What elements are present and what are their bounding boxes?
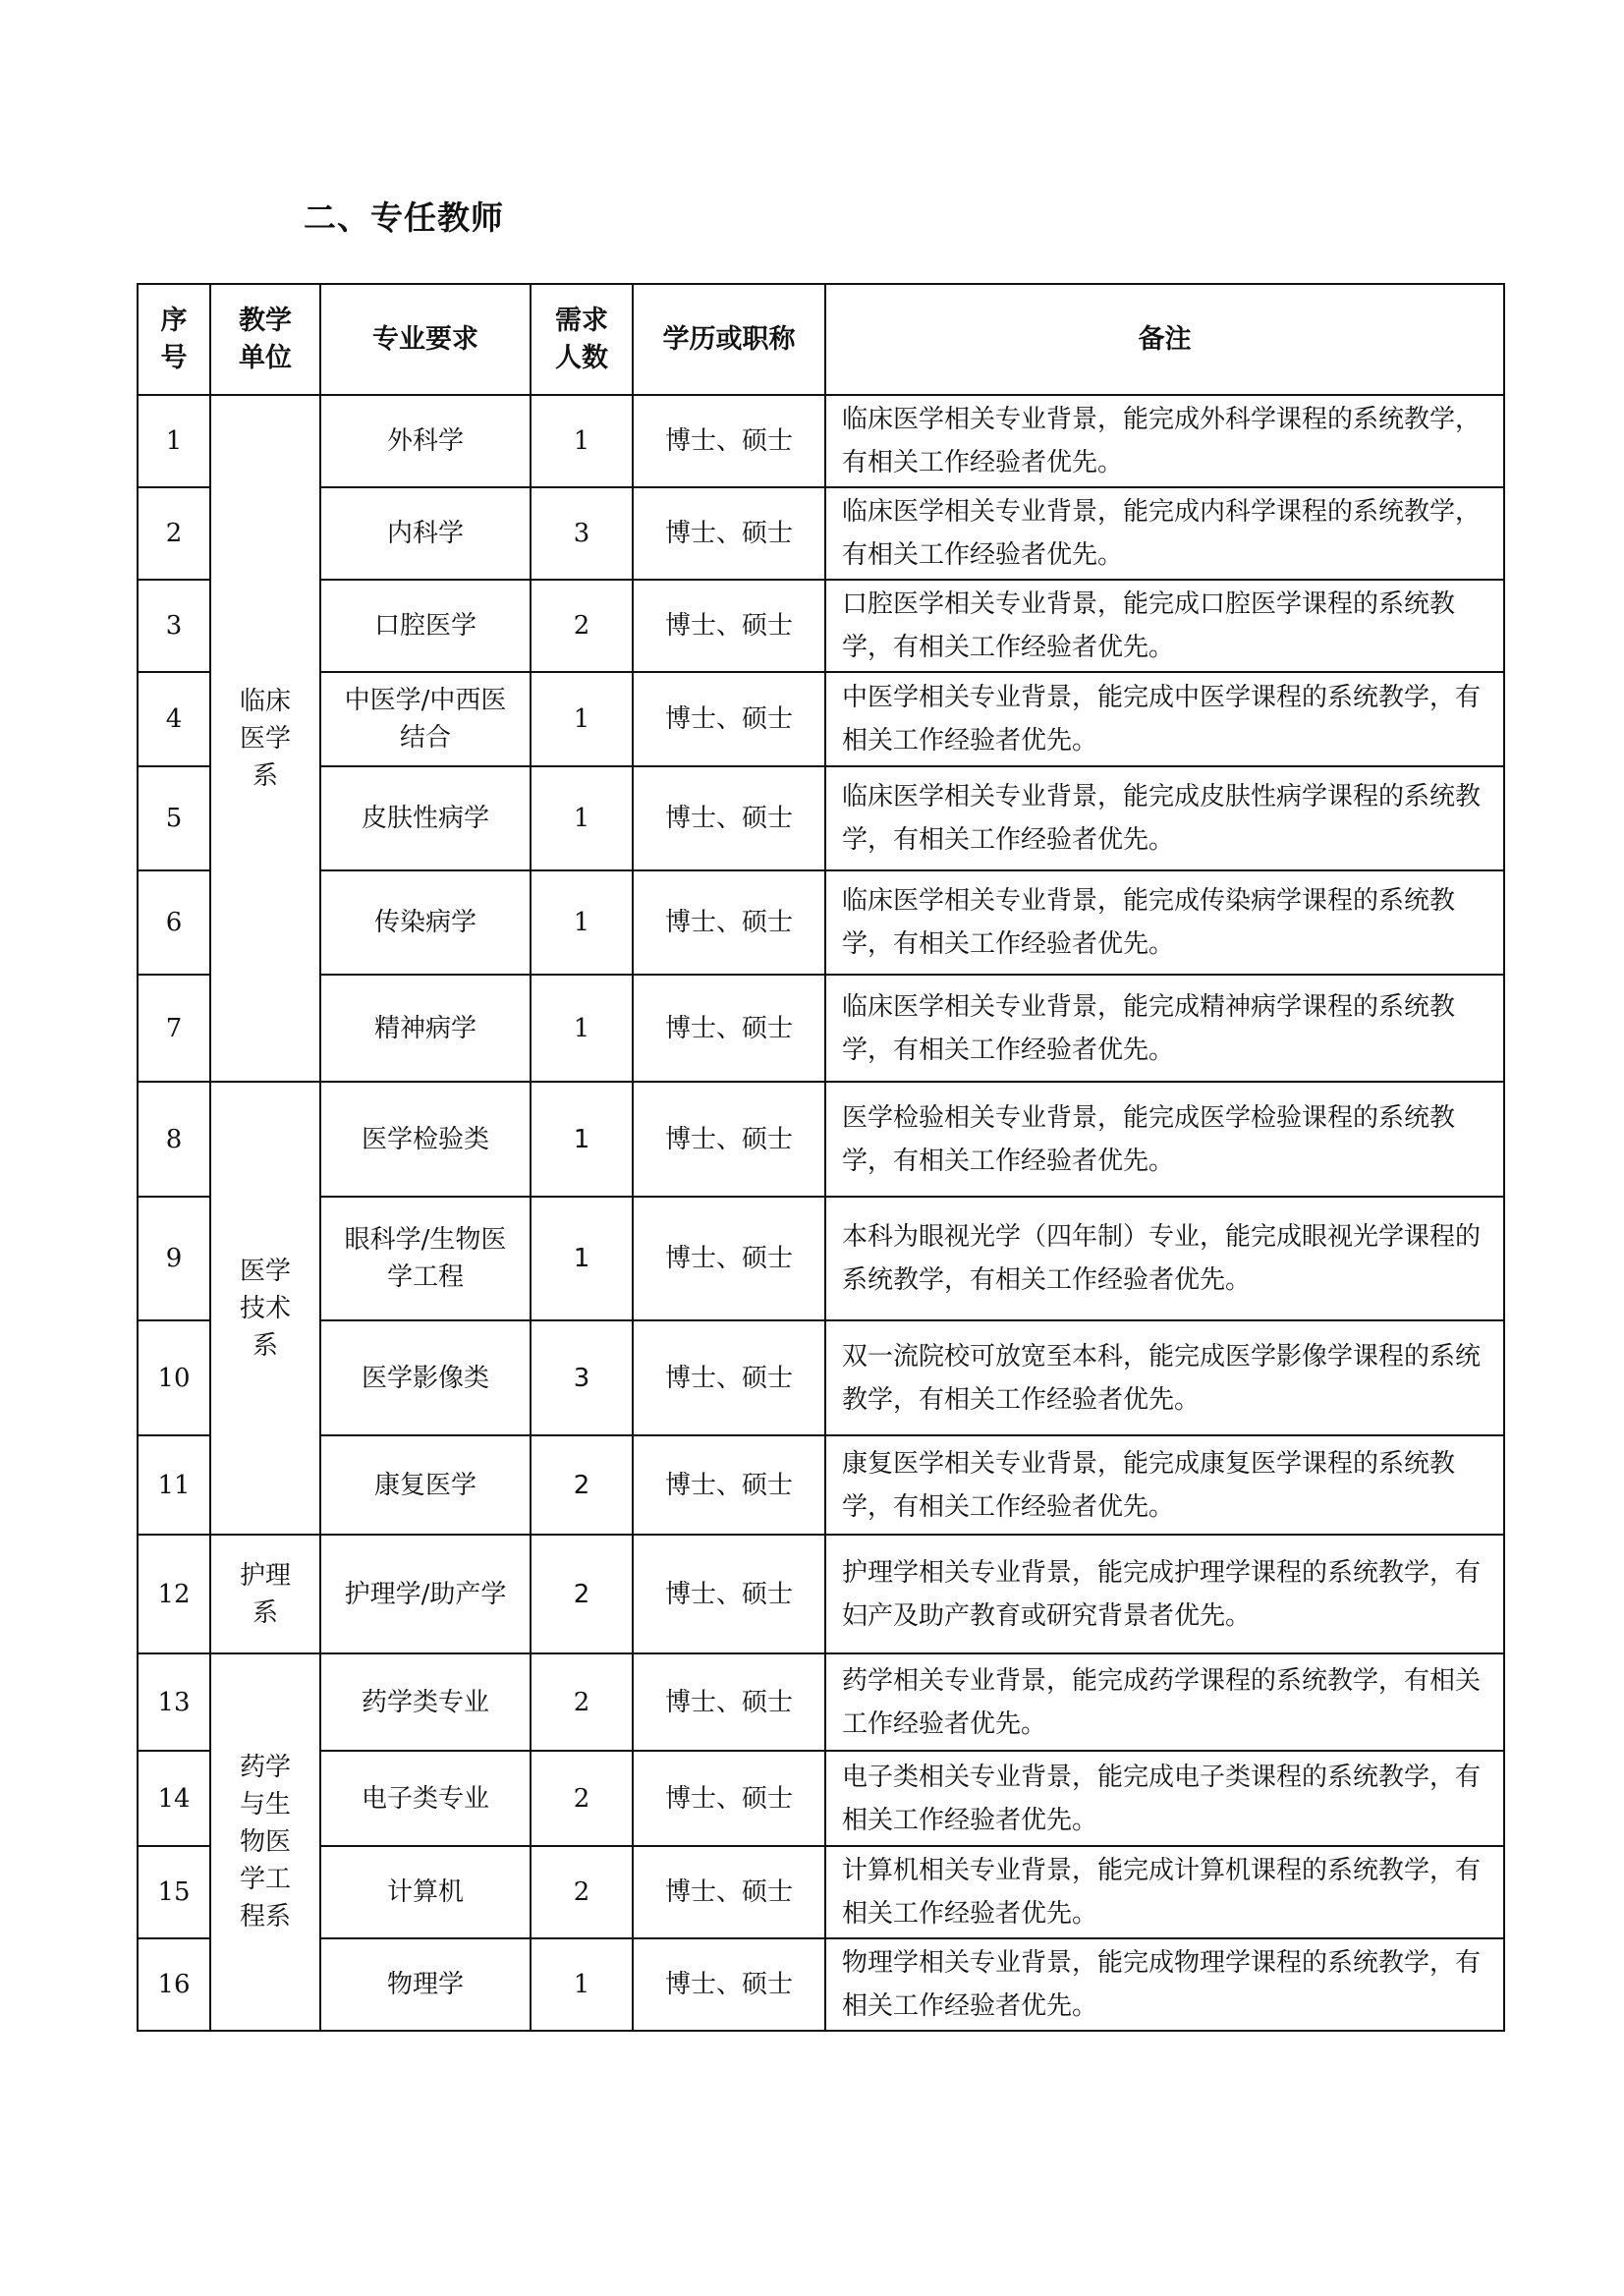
seq-cell: 15 bbox=[138, 1846, 210, 1938]
major-cell: 传染病学 bbox=[320, 870, 531, 975]
table-row bbox=[138, 975, 1504, 1082]
major-cell: 康复医学 bbox=[320, 1435, 531, 1535]
count-cell: 3 bbox=[531, 1320, 633, 1435]
degree-cell: 博士、硕士 bbox=[633, 766, 825, 870]
table-row bbox=[138, 766, 1504, 870]
table-header-row bbox=[138, 284, 1504, 395]
count-cell: 1 bbox=[531, 1197, 633, 1320]
degree-cell: 博士、硕士 bbox=[633, 1846, 825, 1938]
note-cell: 临床医学相关专业背景，能完成精神病学课程的系统教学，有相关工作经验者优先。 bbox=[825, 975, 1504, 1082]
note-cell: 临床医学相关专业背景，能完成内科学课程的系统教学，有相关工作经验者优先。 bbox=[825, 487, 1504, 580]
header-count: 需求 人数 bbox=[531, 284, 633, 395]
seq-cell: 8 bbox=[138, 1082, 210, 1197]
count-cell: 2 bbox=[531, 580, 633, 672]
count-cell: 2 bbox=[531, 1535, 633, 1653]
major-cell: 药学类专业 bbox=[320, 1653, 531, 1751]
degree-cell: 博士、硕士 bbox=[633, 1938, 825, 2031]
table-row bbox=[138, 580, 1504, 672]
count-cell: 1 bbox=[531, 395, 633, 487]
note-cell: 中医学相关专业背景，能完成中医学课程的系统教学，有相关工作经验者优先。 bbox=[825, 672, 1504, 766]
major-cell: 眼科学/生物医学工程 bbox=[320, 1197, 531, 1320]
count-cell: 1 bbox=[531, 870, 633, 975]
count-cell: 1 bbox=[531, 766, 633, 870]
major-cell: 皮肤性病学 bbox=[320, 766, 531, 870]
note-cell: 药学相关专业背景，能完成药学课程的系统教学，有相关工作经验者优先。 bbox=[825, 1653, 1504, 1751]
note-cell: 临床医学相关专业背景，能完成皮肤性病学课程的系统教学，有相关工作经验者优先。 bbox=[825, 766, 1504, 870]
note-cell: 双一流院校可放宽至本科，能完成医学影像学课程的系统教学，有相关工作经验者优先。 bbox=[825, 1320, 1504, 1435]
unit-cell-nursing: 护理 系 bbox=[210, 1535, 320, 1653]
degree-cell: 博士、硕士 bbox=[633, 672, 825, 766]
table-row bbox=[138, 395, 1504, 487]
degree-cell: 博士、硕士 bbox=[633, 1197, 825, 1320]
table-row bbox=[138, 1197, 1504, 1320]
seq-cell: 2 bbox=[138, 487, 210, 580]
degree-cell: 博士、硕士 bbox=[633, 1320, 825, 1435]
note-cell: 临床医学相关专业背景，能完成传染病学课程的系统教学，有相关工作经验者优先。 bbox=[825, 870, 1504, 975]
major-cell: 中医学/中西医结合 bbox=[320, 672, 531, 766]
major-cell: 精神病学 bbox=[320, 975, 531, 1082]
degree-cell: 博士、硕士 bbox=[633, 1751, 825, 1846]
major-cell: 医学检验类 bbox=[320, 1082, 531, 1197]
table-row bbox=[138, 672, 1504, 766]
note-cell: 本科为眼视光学（四年制）专业，能完成眼视光学课程的系统教学，有相关工作经验者优先。 bbox=[825, 1197, 1504, 1320]
count-cell: 1 bbox=[531, 672, 633, 766]
teacher-requirements-table bbox=[137, 283, 1505, 2032]
header-note: 备注 bbox=[825, 284, 1504, 395]
header-unit: 教学 单位 bbox=[210, 284, 320, 395]
major-cell: 物理学 bbox=[320, 1938, 531, 2031]
table-row bbox=[138, 487, 1504, 580]
seq-cell: 11 bbox=[138, 1435, 210, 1535]
seq-cell: 7 bbox=[138, 975, 210, 1082]
major-cell: 外科学 bbox=[320, 395, 531, 487]
major-cell: 计算机 bbox=[320, 1846, 531, 1938]
degree-cell: 博士、硕士 bbox=[633, 1535, 825, 1653]
seq-cell: 16 bbox=[138, 1938, 210, 2031]
table-row bbox=[138, 1435, 1504, 1535]
table-row bbox=[138, 1320, 1504, 1435]
section-title: 二、专任教师 bbox=[304, 198, 504, 237]
table-row bbox=[138, 870, 1504, 975]
header-seq: 序 号 bbox=[138, 284, 210, 395]
note-cell: 口腔医学相关专业背景，能完成口腔医学课程的系统教学，有相关工作经验者优先。 bbox=[825, 580, 1504, 672]
seq-cell: 4 bbox=[138, 672, 210, 766]
seq-cell: 13 bbox=[138, 1653, 210, 1751]
degree-cell: 博士、硕士 bbox=[633, 1435, 825, 1535]
unit-cell-pharma: 药学 与生 物医 学工 程系 bbox=[210, 1653, 320, 2031]
count-cell: 1 bbox=[531, 1938, 633, 2031]
table-row bbox=[138, 1653, 1504, 1751]
table-row bbox=[138, 1751, 1504, 1846]
seq-cell: 3 bbox=[138, 580, 210, 672]
seq-cell: 6 bbox=[138, 870, 210, 975]
seq-cell: 5 bbox=[138, 766, 210, 870]
degree-cell: 博士、硕士 bbox=[633, 1082, 825, 1197]
seq-cell: 9 bbox=[138, 1197, 210, 1320]
seq-cell: 14 bbox=[138, 1751, 210, 1846]
count-cell: 2 bbox=[531, 1751, 633, 1846]
count-cell: 1 bbox=[531, 975, 633, 1082]
table-row bbox=[138, 1938, 1504, 2031]
note-cell: 医学检验相关专业背景，能完成医学检验课程的系统教学，有相关工作经验者优先。 bbox=[825, 1082, 1504, 1197]
major-cell: 护理学/助产学 bbox=[320, 1535, 531, 1653]
note-cell: 物理学相关专业背景，能完成物理学课程的系统教学，有相关工作经验者优先。 bbox=[825, 1938, 1504, 2031]
count-cell: 2 bbox=[531, 1846, 633, 1938]
note-cell: 康复医学相关专业背景，能完成康复医学课程的系统教学，有相关工作经验者优先。 bbox=[825, 1435, 1504, 1535]
count-cell: 2 bbox=[531, 1653, 633, 1751]
table-row bbox=[138, 1535, 1504, 1653]
degree-cell: 博士、硕士 bbox=[633, 395, 825, 487]
degree-cell: 博士、硕士 bbox=[633, 870, 825, 975]
degree-cell: 博士、硕士 bbox=[633, 1653, 825, 1751]
seq-cell: 12 bbox=[138, 1535, 210, 1653]
major-cell: 电子类专业 bbox=[320, 1751, 531, 1846]
note-cell: 电子类相关专业背景，能完成电子类课程的系统教学，有相关工作经验者优先。 bbox=[825, 1751, 1504, 1846]
unit-cell-medtech: 医学 技术 系 bbox=[210, 1082, 320, 1535]
degree-cell: 博士、硕士 bbox=[633, 975, 825, 1082]
unit-cell-clinical: 临床 医学 系 bbox=[210, 395, 320, 1082]
seq-cell: 1 bbox=[138, 395, 210, 487]
count-cell: 2 bbox=[531, 1435, 633, 1535]
seq-cell: 10 bbox=[138, 1320, 210, 1435]
table-row bbox=[138, 1846, 1504, 1938]
major-cell: 内科学 bbox=[320, 487, 531, 580]
note-cell: 临床医学相关专业背景，能完成外科学课程的系统教学，有相关工作经验者优先。 bbox=[825, 395, 1504, 487]
header-major: 专业要求 bbox=[320, 284, 531, 395]
header-degree: 学历或职称 bbox=[633, 284, 825, 395]
count-cell: 3 bbox=[531, 487, 633, 580]
degree-cell: 博士、硕士 bbox=[633, 487, 825, 580]
degree-cell: 博士、硕士 bbox=[633, 580, 825, 672]
major-cell: 口腔医学 bbox=[320, 580, 531, 672]
note-cell: 计算机相关专业背景，能完成计算机课程的系统教学，有相关工作经验者优先。 bbox=[825, 1846, 1504, 1938]
major-cell: 医学影像类 bbox=[320, 1320, 531, 1435]
note-cell: 护理学相关专业背景，能完成护理学课程的系统教学，有妇产及助产教育或研究背景者优先。 bbox=[825, 1535, 1504, 1653]
count-cell: 1 bbox=[531, 1082, 633, 1197]
table-row bbox=[138, 1082, 1504, 1197]
